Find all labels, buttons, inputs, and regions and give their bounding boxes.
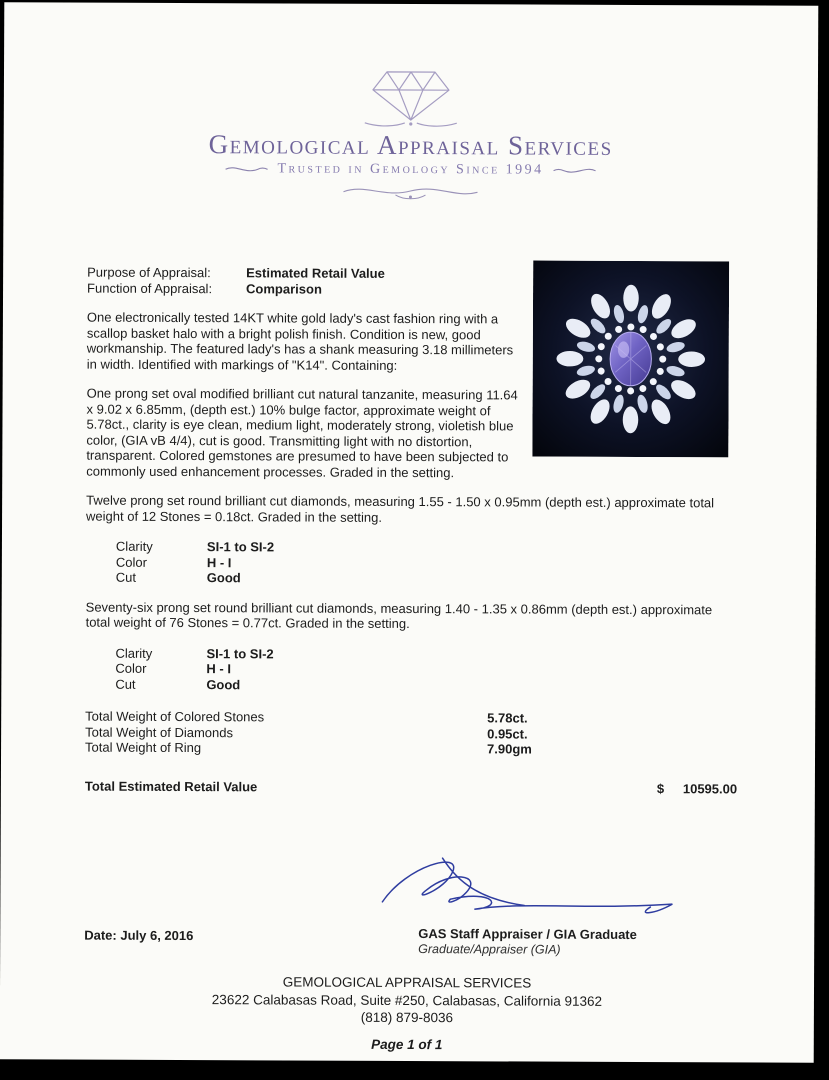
date-line: Date: July 6, 2016	[84, 927, 194, 944]
page-number: Page 1 of 1	[371, 1036, 443, 1052]
ring-photo	[532, 261, 729, 458]
total-value: 0.95ct.	[487, 725, 528, 742]
diamond-logo-icon	[345, 62, 477, 129]
function-value: Comparison	[246, 280, 322, 297]
purpose-value: Estimated Retail Value	[246, 265, 385, 281]
tagline: Trusted in Gemology Since 1994	[277, 161, 544, 178]
flourish-left-icon	[223, 163, 269, 175]
seventysix-diamonds-paragraph: Seventy-six prong set round brilliant cut diamonds, measuring 1.40 - 1.35 x 0.86mm (depth est.) approximate total weight of 76 Stones = 0.77ct. Graded in the setting.	[85, 599, 713, 632]
grand-total-amount: 10595.00	[682, 780, 738, 796]
totals-section	[85, 709, 727, 758]
total-value: 7.90gm	[487, 741, 532, 757]
signature-area	[352, 848, 688, 936]
spec-value: Good	[206, 676, 241, 692]
appraisal-page	[0, 2, 818, 1063]
document-footer	[0, 972, 814, 1055]
org-title: Gemological Appraisal Services	[208, 129, 613, 161]
purpose-label: Purpose of Appraisal:	[87, 264, 211, 281]
letterhead	[3, 60, 818, 204]
spec-label: Color	[115, 660, 147, 676]
total-estimated-retail-value	[84, 778, 738, 796]
appraisal-body	[84, 264, 738, 797]
signer-block	[418, 926, 637, 958]
diamond-grade-table-2	[115, 645, 727, 694]
function-row	[87, 280, 519, 297]
footer-phone: (818) 879-8036	[360, 1009, 454, 1026]
signer-title: GAS Staff Appraiser / GIA Graduate	[418, 926, 637, 942]
signature-icon	[352, 848, 688, 931]
total-label: Total Weight of Colored Stones	[85, 708, 265, 725]
total-label: Total Weight of Ring	[85, 739, 202, 756]
spec-label: Clarity	[115, 645, 153, 661]
spec-label: Color	[115, 554, 147, 570]
function-label: Function of Appraisal:	[87, 280, 213, 296]
table-row	[116, 570, 728, 588]
ring-description-paragraph: One electronically tested 14KT white gold lady's cast fashion ring with a scallop basket halo with a bright polish finish. Condition is new, good workmanship. The featured lady's has a shank measuring 3.18 millimeters in width. Identified with markings of "K14". Containing:	[86, 309, 514, 373]
table-row	[115, 676, 727, 694]
currency-symbol: $	[656, 780, 665, 796]
spec-value: SI-1 to SI-2	[206, 539, 275, 555]
spec-value: H - I	[206, 554, 232, 570]
total-value: 5.78ct.	[487, 710, 528, 726]
diamond-grade-table-1	[116, 539, 728, 588]
tanzanite-paragraph: One prong set oval modified brilliant cut natural tanzanite, measuring 11.64 x 9.02 x 6.85mm, (depth est.) 10% bulge factor, approximate weight of 5.78ct., clarity is eye clean, medium light, moderately strong, violetish blue color, (GIA vB 4/4), cut is good. Transmitting light with no distortion, transparent. Colored gemstones are presumed to have been subjected to commonly used enhancement processes. Graded in the setting.	[86, 385, 518, 480]
tanzanite-ring-image	[532, 261, 729, 458]
spec-value: SI-1 to SI-2	[206, 645, 274, 661]
footer-address: 23622 Calabasas Road, Suite #250, Calabasas, California 91362	[211, 991, 603, 1009]
twelve-diamonds-paragraph: Twelve prong set round brilliant cut diamonds, measuring 1.55 - 1.50 x 0.95mm (depth est.) approximate total weight of 12 Stones = 0.18ct. Graded in the setting.	[86, 492, 715, 525]
flourish-right-icon	[552, 165, 598, 177]
tagline-row	[4, 160, 818, 180]
ornament-icon	[335, 182, 485, 203]
spec-label: Cut	[115, 676, 136, 692]
footer-org-name: GEMOLOGICAL APPRAISAL SERVICES	[282, 974, 532, 991]
spec-value: H - I	[206, 661, 231, 677]
total-label: Total Weight of Diamonds	[85, 724, 234, 740]
spec-value: Good	[206, 570, 241, 586]
signer-subtitle: Graduate/Appraiser (GIA)	[418, 942, 561, 957]
grand-total-label: Total Estimated Retail Value	[84, 778, 258, 794]
spec-label: Clarity	[115, 538, 153, 554]
total-row	[85, 740, 727, 758]
purpose-row	[87, 265, 519, 282]
spec-label: Cut	[115, 569, 137, 585]
